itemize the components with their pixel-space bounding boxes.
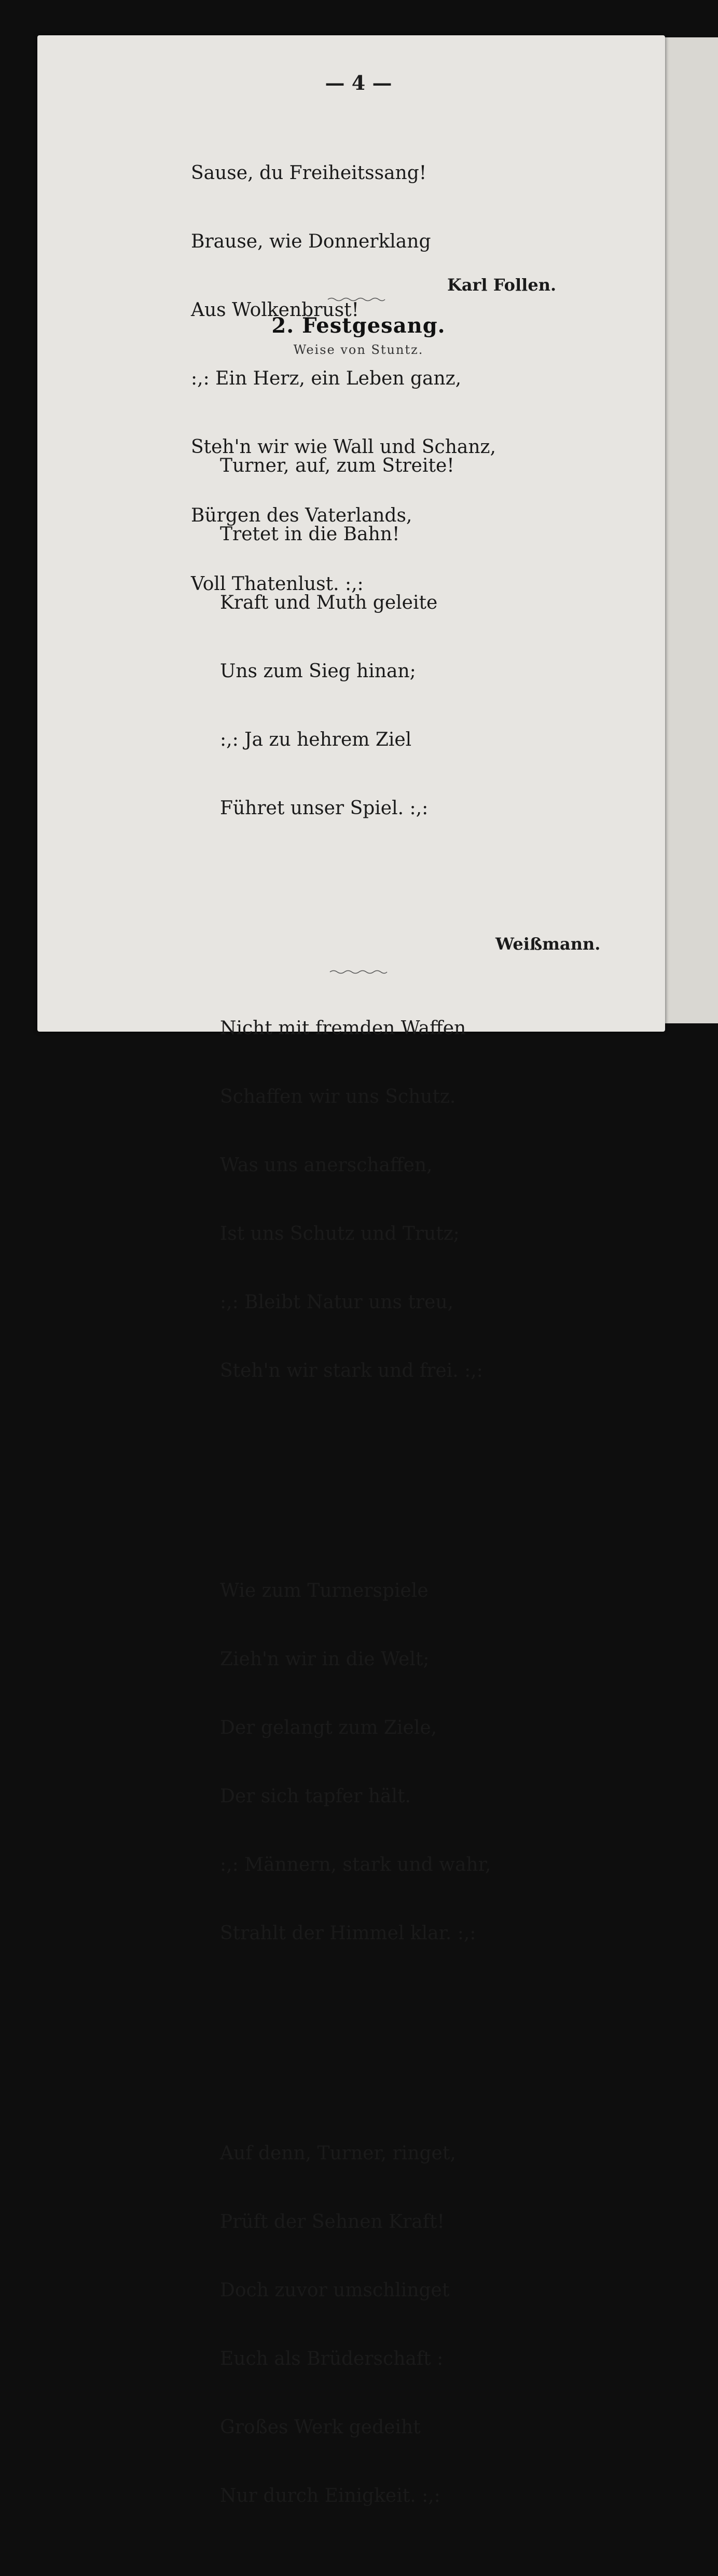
verse-line: Der sich tapfer hält. [220,1786,411,1807]
verse-line: Steh'n wir wie Wall und Schanz, [191,436,496,458]
stanza [220,971,491,1428]
verse-line: Auf denn, Turner, ringet, [220,2143,456,2164]
verse-line: Uns zum Sieg hinan; [220,661,416,682]
page-number: — 4 — [325,71,392,94]
verse-line: Ist uns Schutz und Trutz; [220,1223,460,1244]
verse-line: Kraft und Muth geleite [220,592,438,613]
verse-line: :,: Ein Herz, ein Leben ganz, [191,368,462,389]
ornamental-divider [330,969,387,975]
verse-line: Aus Wolkenbrust! [191,299,359,321]
verse-line: Steh'n wir stark und frei. :,: [220,1360,483,1381]
verse-line: Schaffen wir uns Schutz. [220,1086,456,1107]
verse-line: Nur durch Einigkeit. :,: [220,2485,440,2506]
verse-line: Zieh'n wir in die Welt; [220,1649,430,1670]
stanza [220,2097,491,2553]
verse-line: Strahlt der Himmel klar. :,: [220,1923,476,1944]
verse-line: Wie zum Turnerspiele [220,1580,429,1601]
verse-line: :,: Bleibt Natur uns treu, [220,1292,454,1313]
poem1-author: Karl Follen. [447,275,557,295]
verse-line: Nicht mit fremden Waffen [220,1018,466,1039]
verse-line: Großes Werk gedeiht [220,2417,421,2438]
song-subtitle: Weise von Stuntz. [293,342,424,357]
ornamental-divider [328,297,385,302]
verse-line: Was uns anerschaffen, [220,1155,433,1176]
verse-line: Turner, auf, zum Streite! [220,455,454,476]
verse-line: Voll Thatenlust. :,: [191,573,364,595]
song2-author: Weißmann. [495,934,601,954]
verse-line: Der gelangt zum Ziele, [220,1717,437,1738]
verse-line: Bürgen des Vaterlands, [191,505,412,526]
verse-line: Brause, wie Donnerklang [191,231,431,252]
stanza [220,409,491,866]
song-heading [0,313,717,338]
verse-line: :,: Ja zu hehrem Ziel [220,729,412,750]
song-number: 2. [271,313,295,338]
song2-verse [220,363,491,2576]
verse-line: Führet unser Spiel. :,: [220,798,429,819]
song-title: Festgesang. [302,313,446,338]
verse-line: Euch als Brüderschaft : [220,2348,444,2369]
verse-line: Tretet in die Bahn! [220,524,400,545]
verse-line: :,: Männern, stark und wahr, [220,1854,491,1875]
stanza [220,1534,491,1991]
verse-line: Sause, du Freiheitssang! [191,162,427,184]
verse-line: Doch zuvor umschlinget [220,2280,450,2301]
verse-line: Prüft der Sehnen Kraft! [220,2211,445,2232]
